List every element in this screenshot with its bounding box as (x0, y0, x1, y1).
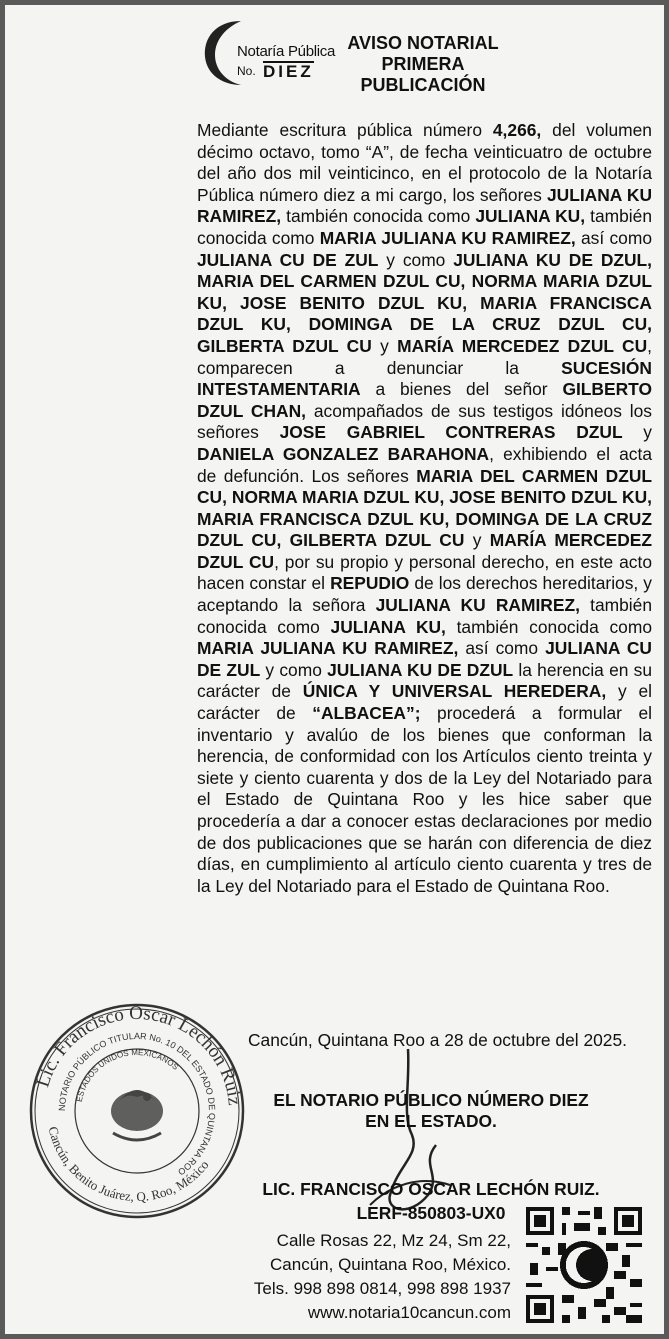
body-text-run: del volumen décimo octavo, tomo “A”, de fecha veinticuatro de octubre del año dos mil veinticinco, en el protocolo de la Notaría Pública número diez a mi cargo, los señores (197, 120, 652, 205)
body-bold-run: JULIANA KU, (475, 206, 586, 227)
body-text-run: y como (378, 249, 454, 270)
body-text-run: así como (458, 638, 546, 659)
seal-inner-text: NOTARIO PÚBLICO TITULAR No. 10 DEL ESTADO DE QUINTANA ROO (56, 1030, 218, 1178)
body-text-run: y (622, 422, 653, 443)
body-text-run: a bienes del señor (360, 379, 563, 400)
body-bold-run: MARÍA MERCEDEZ DZUL CU (197, 530, 653, 572)
notary-line2: EN EL ESTADO. (365, 1111, 497, 1131)
body-bold-run: JOSE GABRIEL CONTRERAS DZUL (279, 422, 623, 443)
body-bold-run: JULIANA KU DE DZUL (327, 659, 514, 680)
body-text-run: y como (260, 659, 328, 680)
address-line3: Tels. 998 898 0814, 998 898 1937 (253, 1279, 511, 1298)
body-bold-run: SUCESIÓN INTESTAMENTARIA (197, 357, 652, 400)
seal-band-text: ESTADOS UNIDOS MEXICANOS (74, 1047, 181, 1103)
body-bold-run: MARÍA MERCEDEZ DZUL CU (397, 335, 648, 356)
body-bold-run: JULIANA KU RAMIREZ, (197, 184, 653, 227)
body-text-run: Mediante escritura pública número (197, 120, 493, 140)
body-text-run: así como (575, 227, 652, 248)
body-text-run: procederá a formular el inventario y avalúo de los bienes que conforman la herencia, de conformidad con los Artículos ciento treinta y siete y ciento cuarenta y dos de la Ley del Notariado para el Estado de Quintana Roo y les hice saber que procedería a dar a conocer estas declaraciones por medio de dos publicaciones que se harán con diferencia de diez días, en cumplimiento al artículo ciento cuarenta y tres de la Ley del Notariado para el Estado de Quintana Roo. (197, 703, 653, 896)
body-bold-run: JULIANA KU RAMIREZ, (375, 595, 580, 616)
date-line: Cancún, Quintana Roo a 28 de octubre del 2025. (247, 1030, 627, 1050)
body-bold-run: JULIANA KU DE DZUL, MARIA DEL CARMEN DZUL CU, NORMA MARIA DZUL KU, JOSE BENITO DZUL KU, MARIA FRANCISCA DZUL KU, DOMINGA DE LA CRUZ DZUL CU, GILBERTA DZUL CU (197, 249, 653, 356)
notary-line1: EL NOTARIO PÚBLICO NÚMERO DIEZ (273, 1090, 589, 1110)
body-bold-run: ÚNICA Y UNIVERSAL HEREDERA, (302, 681, 607, 702)
notary-logo (201, 17, 341, 89)
body-bold-run: REPUDIO (330, 573, 410, 594)
body-bold-run: 4,266, (492, 120, 542, 140)
address-line1: Calle Rosas 22, Mz 24, Sm 22, (276, 1231, 511, 1250)
body-text-run: y (371, 335, 398, 356)
body-bold-run: MARIA DEL CARMEN DZUL CU, NORMA MARIA DZUL KU, JOSE BENITO DZUL KU, MARIA FRANCISCA DZUL KU, DOMINGA DE LA CRUZ DZUL CU, GILBERTA DZUL CU (197, 465, 652, 551)
contact-address (195, 1229, 511, 1325)
signer-rfc: LERF-850803-UX0 (356, 1203, 506, 1223)
body-text-run: y (464, 530, 490, 551)
title-line2: PRIMERA (381, 54, 465, 74)
body-text-run: también conocida como (197, 595, 653, 637)
title-line3: PUBLICACIÓN (360, 75, 486, 95)
title-line1: AVISO NOTARIAL (347, 33, 499, 53)
body-bold-run: GILBERTO DZUL CHAN, (197, 379, 652, 421)
body-bold-run: “ALBACEA”; (312, 703, 421, 724)
body-text-run: y el carácter de (197, 681, 652, 724)
body-text-run: de los derechos hereditarios, y aceptando la señora (197, 573, 652, 616)
signer-name: LIC. FRANCISCO OSCAR LECHÓN RUIZ. (262, 1179, 600, 1199)
body-text-run: también conocida como (197, 206, 652, 248)
body-bold-run: DANIELA GONZALEZ BARAHONA (197, 443, 490, 464)
body-bold-run: JULIANA KU, (330, 616, 446, 637)
body-text-run: también conocida como (445, 616, 652, 637)
seal-bottom-text: Cancún, Benito Juárez, Q. Roo, México (45, 1124, 212, 1205)
body-text-run: también conocida como (281, 206, 476, 227)
logo-no: No. (237, 64, 256, 78)
body-bold-run: MARIA JULIANA KU RAMIREZ, (319, 227, 576, 248)
eagle-emblem-icon (111, 1090, 163, 1140)
notice-title (335, 33, 511, 96)
body-bold-run: JULIANA CU DE ZUL (197, 249, 379, 270)
body-text-run: , comparecen a denunciar la (197, 335, 652, 378)
body-text-run: la herencia en su carácter de (197, 659, 653, 702)
address-website[interactable]: www.notaria10cancun.com (307, 1303, 511, 1322)
notary-title (231, 1090, 631, 1132)
logo-line1: Notaría Pública (237, 43, 336, 60)
body-bold-run: MARIA JULIANA KU RAMIREZ, (197, 638, 459, 659)
body-text-run: , por su propio y personal derecho, en este acto hacen constar el (197, 551, 652, 594)
seal-outer-text: Lic. Francisco Oscar Lechón Ruiz (32, 1002, 245, 1107)
qr-code-icon[interactable] (526, 1207, 642, 1323)
notice-page (5, 5, 664, 1334)
body-bold-run: JULIANA CU DE ZUL (197, 638, 652, 680)
logo-number: DIEZ (263, 62, 314, 81)
body-text-run: , exhibiendo el acta de defunción. Los señores (197, 443, 653, 486)
body-text-run: acompañados de sus testigos idóneos los señores (197, 400, 652, 443)
address-line2: Cancún, Quintana Roo, México. (270, 1255, 511, 1274)
notice-body (197, 120, 652, 897)
